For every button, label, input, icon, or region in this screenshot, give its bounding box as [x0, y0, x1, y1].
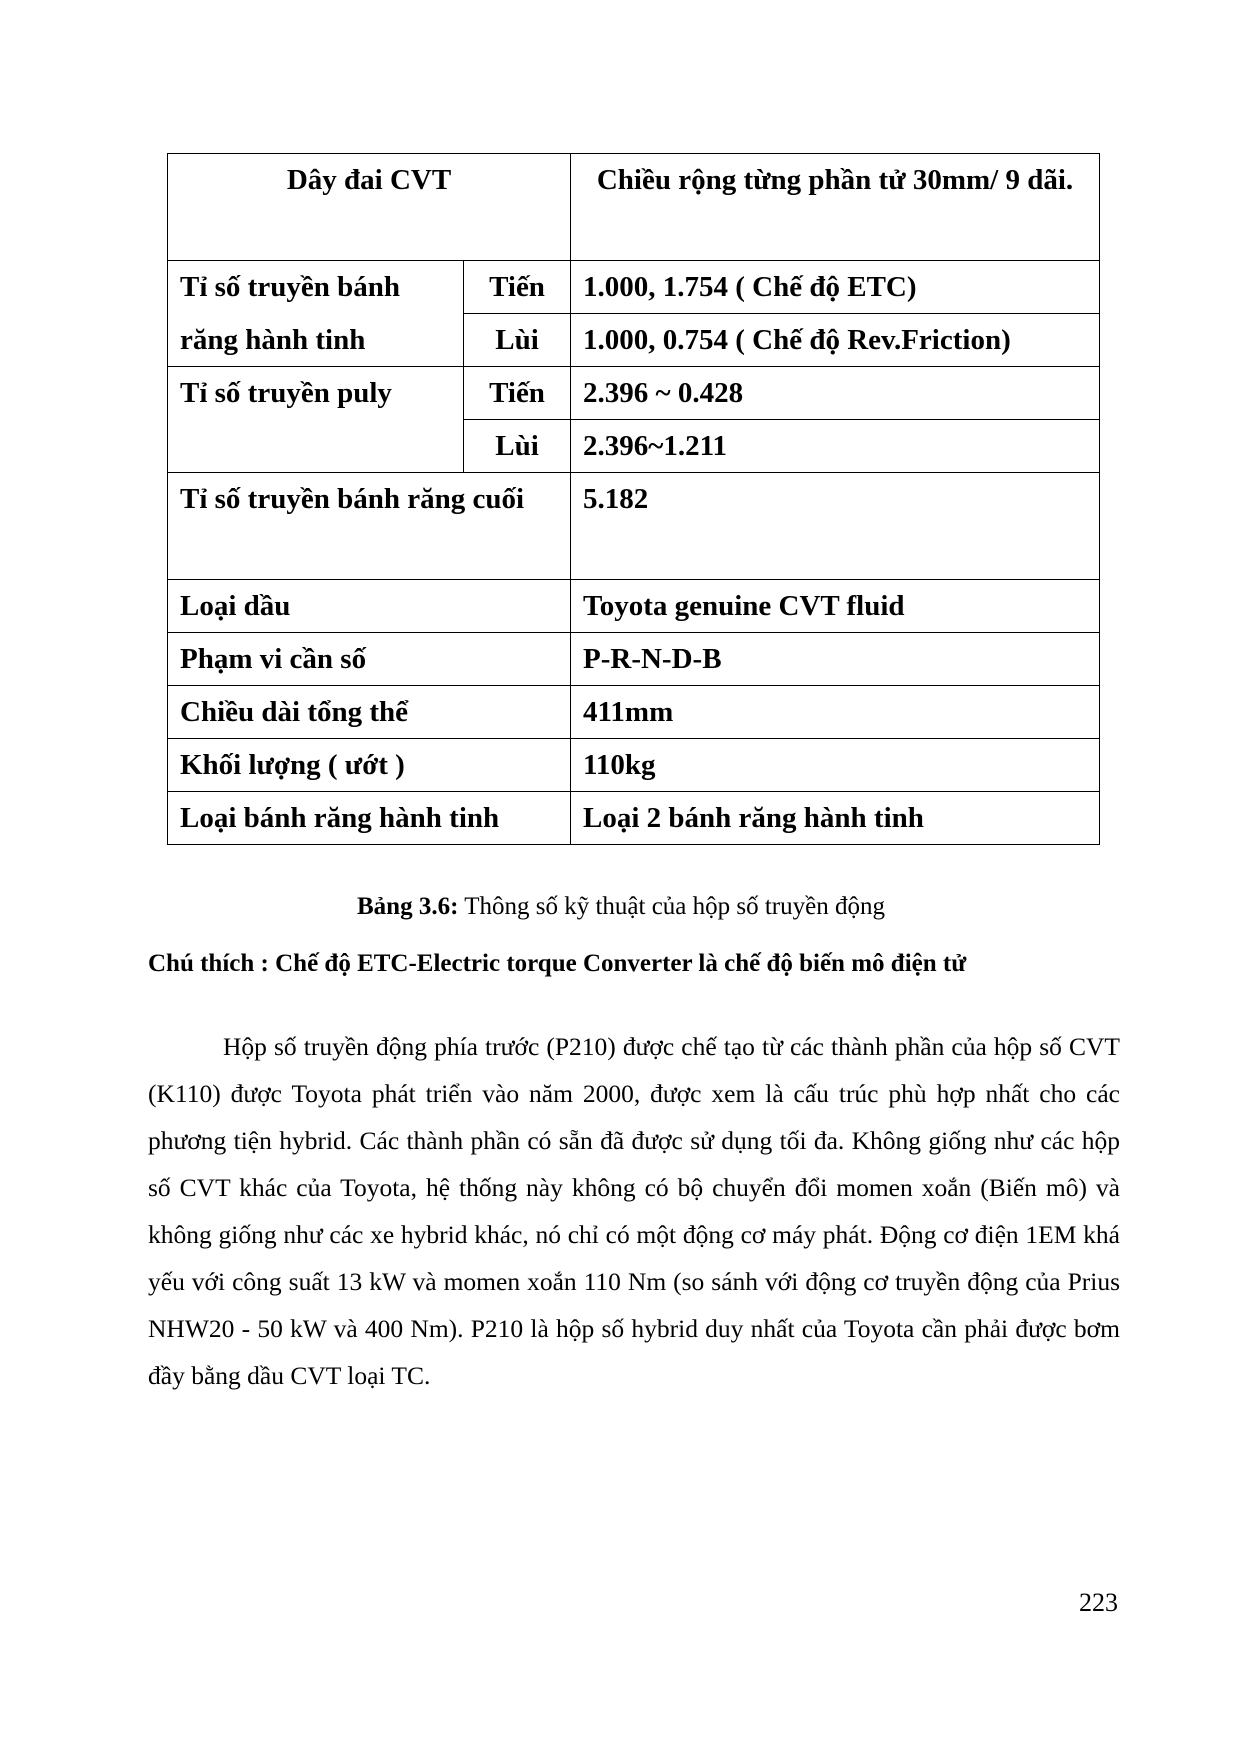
table-row — [168, 686, 1100, 739]
table-row — [168, 792, 1100, 845]
weight-label: Khối lượng ( ướt ) — [168, 739, 571, 792]
final-gear-value: 5.182 — [571, 473, 1100, 580]
final-gear-label: Tỉ số truyền bánh răng cuối — [168, 473, 571, 580]
page-number: 223 — [1079, 1588, 1118, 1617]
oil-label: Loại dầu — [168, 580, 571, 633]
planetary-reverse-value: 1.000, 0.754 ( Chế độ Rev.Friction) — [571, 314, 1100, 367]
table-row — [168, 154, 1100, 261]
planetary-label-line1: Tỉ số truyền bánh — [168, 261, 464, 314]
caption-label: Bảng 3.6: — [357, 893, 459, 920]
caption-text: Thông số kỹ thuật của hộp số truyền động — [458, 893, 885, 920]
table-row — [168, 261, 1100, 314]
spec-table — [167, 153, 1100, 845]
table-caption — [0, 893, 1242, 921]
table-note: Chú thích : Chế độ ETC-Electric torque Converter là chế độ biến mô điện tử — [148, 950, 967, 977]
oil-value: Toyota genuine CVT fluid — [571, 580, 1100, 633]
planetary-forward-label: Tiến — [464, 261, 571, 314]
table-row — [168, 314, 1100, 367]
planetary-label-line2: răng hành tinh — [168, 314, 464, 367]
table-row — [168, 633, 1100, 686]
pulley-label: Tỉ số truyền puly — [168, 367, 464, 473]
gear-type-value: Loại 2 bánh răng hành tinh — [571, 792, 1100, 845]
pulley-forward-label: Tiến — [464, 367, 571, 420]
body-paragraph: Hộp số truyền động phía trước (P210) được chế tạo từ các thành phần của hộp số CVT (K110) được Toyota phát triển vào năm 2000, được xem là cấu trúc phù hợp nhất cho các phương tiện hybrid. Các thành phần có sẵn đã được sử dụng tối đa. Không giống như các hộp số CVT khác của Toyota, hệ thống này không có bộ chuyển đổi momen xoắn (Biến mô) và không giống như các xe hybrid khác, nó chỉ có một động cơ máy phát. Động cơ điện 1EM khá yếu với công suất 13 kW và momen xoắn 110 Nm (so sánh với động cơ truyền động của Prius NHW20 - 50 kW và 400 Nm). P210 là hộp số hybrid duy nhất của Toyota cần phải được bơm đầy bằng dầu CVT loại TC. — [148, 1032, 1120, 1390]
planetary-forward-value: 1.000, 1.754 ( Chế độ ETC) — [571, 261, 1100, 314]
shift-label: Phạm vi cần số — [168, 633, 571, 686]
shift-value: P-R-N-D-B — [571, 633, 1100, 686]
table-row — [168, 739, 1100, 792]
table-row — [168, 367, 1100, 420]
pulley-forward-value: 2.396 ~ 0.428 — [571, 367, 1100, 420]
belt-value: Chiều rộng từng phần tử 30mm/ 9 dãi. — [571, 154, 1100, 261]
length-label: Chiều dài tổng thể — [168, 686, 571, 739]
gear-type-label: Loại bánh răng hành tinh — [168, 792, 571, 845]
pulley-reverse-value: 2.396~1.211 — [571, 420, 1100, 473]
table-row — [168, 580, 1100, 633]
pulley-reverse-label: Lùi — [464, 420, 571, 473]
length-value: 411mm — [571, 686, 1100, 739]
table-row — [168, 473, 1100, 580]
belt-label: Dây đai CVT — [168, 154, 571, 261]
planetary-reverse-label: Lùi — [464, 314, 571, 367]
weight-value: 110kg — [571, 739, 1100, 792]
